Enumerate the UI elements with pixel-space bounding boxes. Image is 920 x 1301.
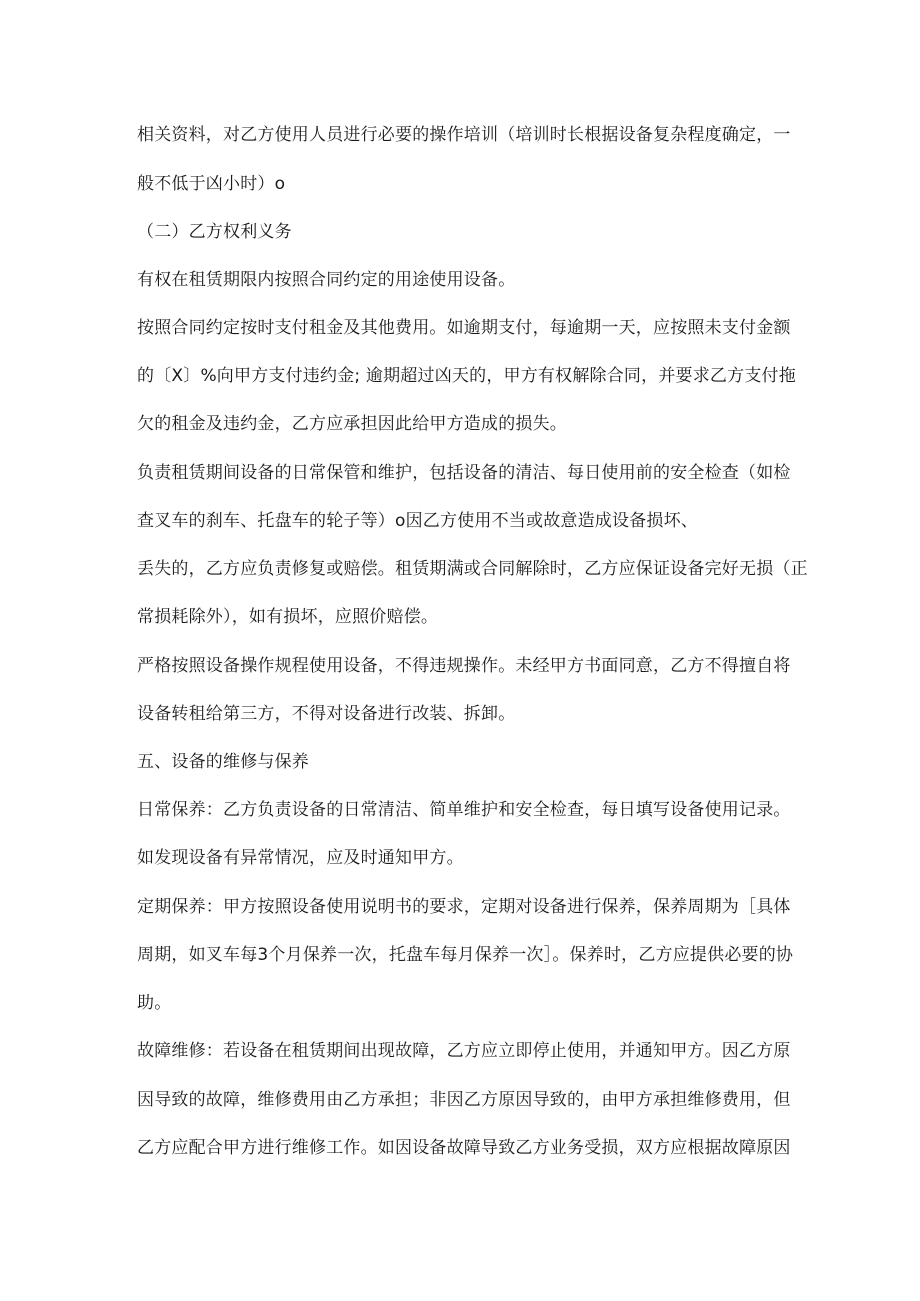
- text-line: 乙方应配合甲方进行维修工作。如因设备故障导致乙方业务受损，双方应根据故障原因: [137, 1138, 791, 1158]
- text-line: 如发现设备有异常情况，应及时通知甲方。: [137, 848, 464, 868]
- text-line: 助。: [137, 993, 172, 1013]
- text-line: 常损耗除外），如有损坏，应照价赔偿。: [137, 607, 439, 627]
- text-line: 按照合同约定按时支付租金及其他费用。如逾期支付，每逾期一天，应按照未支付金额: [137, 318, 791, 338]
- text-line: 有权在租赁期限内按照合同约定的用途使用设备。: [137, 270, 516, 290]
- text-line: 的〔X〕%向甲方支付违约金; 逾期超过凶天的，甲方有权解除合同，并要求乙方支付拖: [137, 366, 796, 386]
- text-line: 日常保养：乙方负责设备的日常清洁、简单维护和安全检查，每日填写设备使用记录。: [137, 800, 791, 820]
- section-heading-party-b-rights: （二）乙方权利义务: [137, 222, 292, 242]
- text-line: 定期保养：甲方按照设备使用说明书的要求，定期对设备进行保养，保养周期为［具体: [137, 897, 791, 917]
- text-line: 查叉车的刹车、托盘车的轮子等）o因乙方使用不当或故意造成设备损坏、: [137, 511, 698, 531]
- text-line: 设备转租给第三方，不得对设备进行改装、拆卸。: [137, 704, 516, 724]
- text-line: 严格按照设备操作规程使用设备，不得违规操作。未经甲方书面同意，乙方不得擅自将: [137, 656, 791, 676]
- text-line: 周期，如叉车每3个月保养一次，托盘车每月保养一次］。保养时，乙方应提供必要的协: [137, 945, 794, 965]
- section-heading-maintenance: 五、设备的维修与保养: [137, 752, 309, 772]
- text-line: 欠的租金及违约金，乙方应承担因此给甲方造成的损失。: [137, 414, 567, 434]
- text-line: 故障维修：若设备在租赁期间出现故障，乙方应立即停止使用，并通知甲方。因乙方原: [137, 1041, 791, 1061]
- text-line: 因导致的故障，维修费用由乙方承担；非因乙方原因导致的，由甲方承担维修费用，但: [137, 1090, 791, 1110]
- text-line: 负责租赁期间设备的日常保管和维护，包括设备的清洁、每日使用前的安全检查（如检: [137, 463, 791, 483]
- text-line: 丢失的，乙方应负责修复或赔偿。租赁期满或合同解除时，乙方应保证设备完好无损（正: [137, 559, 808, 579]
- text-line: 般不低于凶小时）o: [137, 174, 286, 194]
- text-line: 相关资料，对乙方使用人员进行必要的操作培训（培训时长根据设备复杂程度确定，一: [137, 125, 791, 145]
